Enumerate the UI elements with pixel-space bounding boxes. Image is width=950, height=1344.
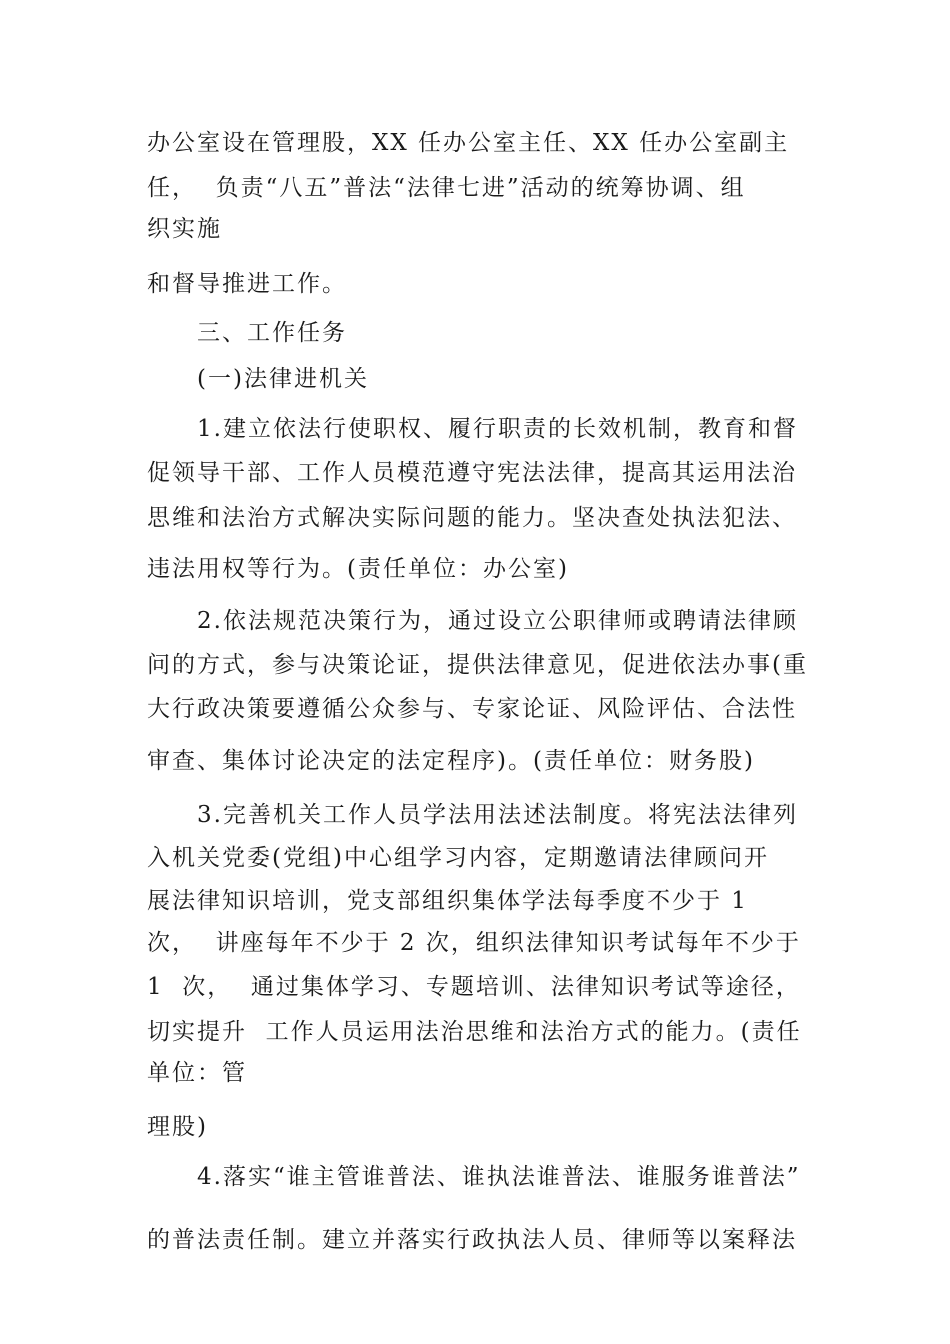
text-line: 审查、集体讨论决定的法定程序)。(责任单位：财务股) bbox=[147, 748, 755, 774]
text-line: 1 次， 通过集体学习、专题培训、法律知识考试等途径， bbox=[147, 974, 801, 1000]
section-heading: 三、工作任务 bbox=[197, 320, 347, 346]
text-line: 办公室设在管理股，XX 任办公室主任、XX 任办公室副主 bbox=[147, 130, 790, 156]
text-line: 4.落实“谁主管谁普法、谁执法谁普法、谁服务谁普法” bbox=[197, 1164, 801, 1190]
text-line: 和督导推进工作。 bbox=[147, 271, 347, 297]
text-line: 切实提升 工作人员运用法治思维和法治方式的能力。(责任 bbox=[147, 1019, 802, 1045]
text-line: 1.建立依法行使职权、履行职责的长效机制，教育和督 bbox=[197, 416, 798, 442]
text-line: 单位：管 bbox=[147, 1060, 247, 1086]
text-line: 问的方式，参与决策论证，提供法律意见，促进依法办事(重 bbox=[147, 652, 808, 678]
text-line: 思维和法治方式解决实际问题的能力。坚决查处执法犯法、 bbox=[147, 505, 797, 531]
text-line: 任， 负责“八五”普法“法律七进”活动的统筹协调、组 bbox=[147, 175, 746, 201]
text-line: 的普法责任制。建立并落实行政执法人员、律师等以案释法 bbox=[147, 1227, 797, 1253]
subsection-heading: (一)法律进机关 bbox=[197, 366, 369, 392]
text-line: 理股) bbox=[147, 1114, 208, 1140]
text-line: 次， 讲座每年不少于 2 次，组织法律知识考试每年不少于 bbox=[147, 930, 801, 956]
text-line: 织实施 bbox=[147, 216, 222, 242]
text-line: 展法律知识培训，党支部组织集体学法每季度不少于 1 bbox=[147, 888, 748, 914]
text-line: 2.依法规范决策行为，通过设立公职律师或聘请法律顾 bbox=[197, 608, 798, 634]
text-line: 促领导干部、工作人员模范遵守宪法法律，提高其运用法治 bbox=[147, 460, 797, 486]
text-line: 大行政决策要遵循公众参与、专家论证、风险评估、合法性 bbox=[147, 696, 797, 722]
text-line: 入机关党委(党组)中心组学习内容，定期邀请法律顾问开 bbox=[147, 845, 769, 871]
text-line: 3.完善机关工作人员学法用法述法制度。将宪法法律列 bbox=[197, 802, 798, 828]
text-line: 违法用权等行为。(责任单位：办公室) bbox=[147, 556, 569, 582]
